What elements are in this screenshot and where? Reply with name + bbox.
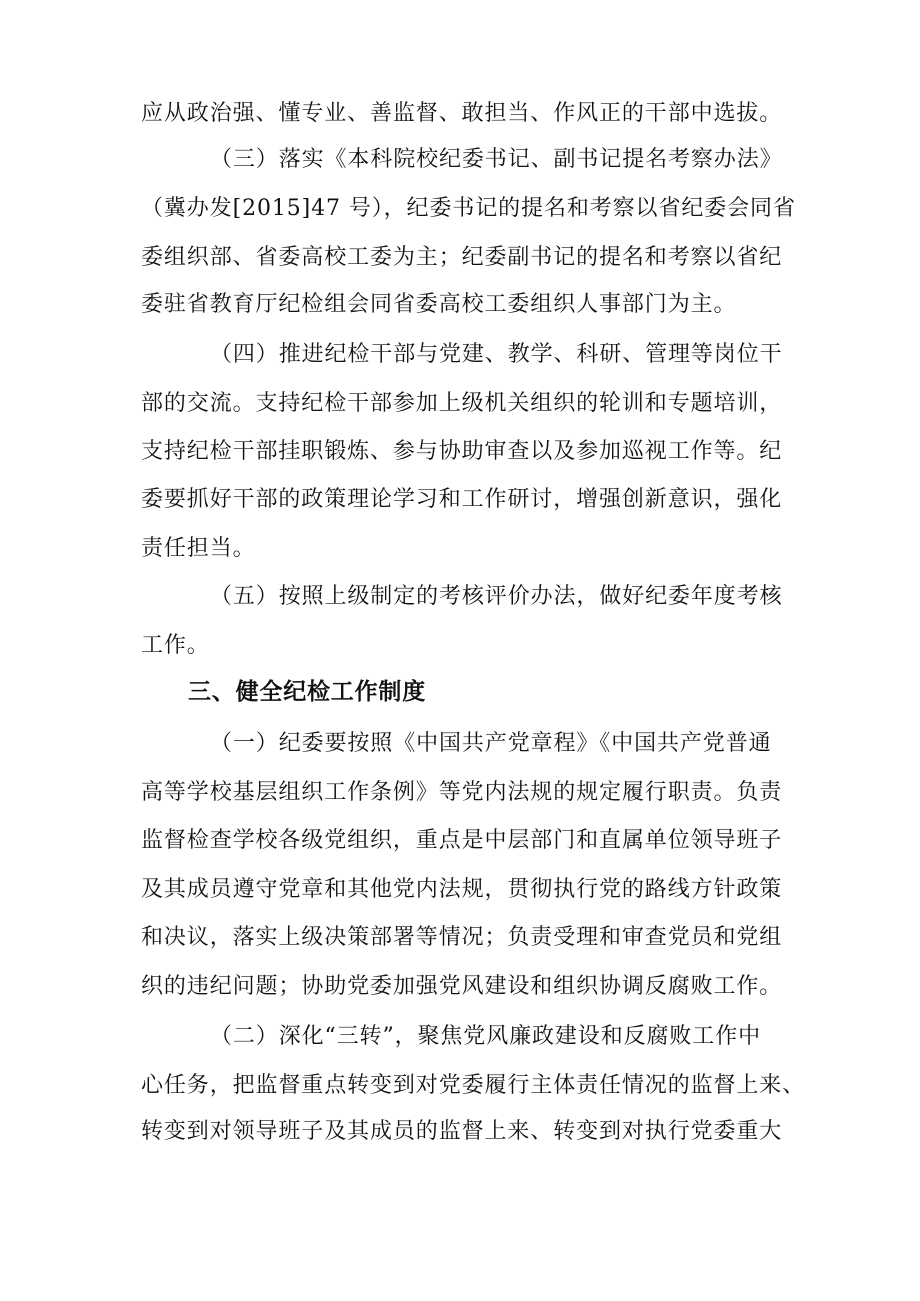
text-line: 监督检查学校各级党组织，重点是中层部门和直属单位领导班子	[141, 828, 783, 853]
text-line: 及其成员遵守党章和其他党内法规，贯彻执行党的路线方针政策	[141, 877, 783, 902]
section-heading: 三、健全纪检工作制度	[188, 679, 426, 705]
text-line: （三）落实《本科院校纪委书记、副书记提名考察办法》	[210, 147, 783, 172]
text-line: 支持纪检干部挂职锻炼、参与协助审查以及参加巡视工作等。纪	[141, 439, 783, 464]
text-line: 和决议，落实上级决策部署等情况；负责受理和审查党员和党组	[141, 925, 783, 950]
text-line: 委组织部、省委高校工委为主；纪委副书记的提名和考察以省纪	[141, 245, 783, 270]
text-line: 委驻省教育厅纪检组会同省委高校工委组织人事部门为主。	[141, 292, 737, 317]
text-line: 委要抓好干部的政策理论学习和工作研讨，增强创新意识，强化	[141, 487, 783, 512]
text-line: （二）深化“三转”，聚焦党风廉政建设和反腐败工作中	[210, 1024, 761, 1049]
text-line: 转变到对领导班子及其成员的监督上来、转变到对执行党委重大	[141, 1119, 783, 1144]
text-line: （一）纪委要按照《中国共产党章程》《中国共产党普通	[210, 731, 772, 756]
text-line: 责任担当。	[141, 536, 256, 561]
text-line: 应从政治强、懂专业、善监督、敢担当、作风正的干部中选拔。	[141, 101, 783, 126]
text-line: （五）按照上级制定的考核评价办法，做好纪委年度考核	[210, 584, 783, 609]
text-line: 织的违纪问题；协助党委加强党风建设和组织协调反腐败工作。	[141, 974, 783, 999]
text-line: （四）推进纪检干部与党建、教学、科研、管理等岗位干	[210, 342, 783, 367]
text-line: 心任务，把监督重点转变到对党委履行主体责任情况的监督上来、	[141, 1073, 806, 1098]
text-line: 工作。	[141, 633, 210, 658]
text-line: 部的交流。支持纪检干部参加上级机关组织的轮训和专题培训，	[141, 391, 783, 416]
text-line: （冀办发[2015]47 号），纪委书记的提名和考察以省纪委会同省	[141, 196, 796, 221]
text-line: 高等学校基层组织工作条例》等党内法规的规定履行职责。负责	[141, 780, 783, 805]
